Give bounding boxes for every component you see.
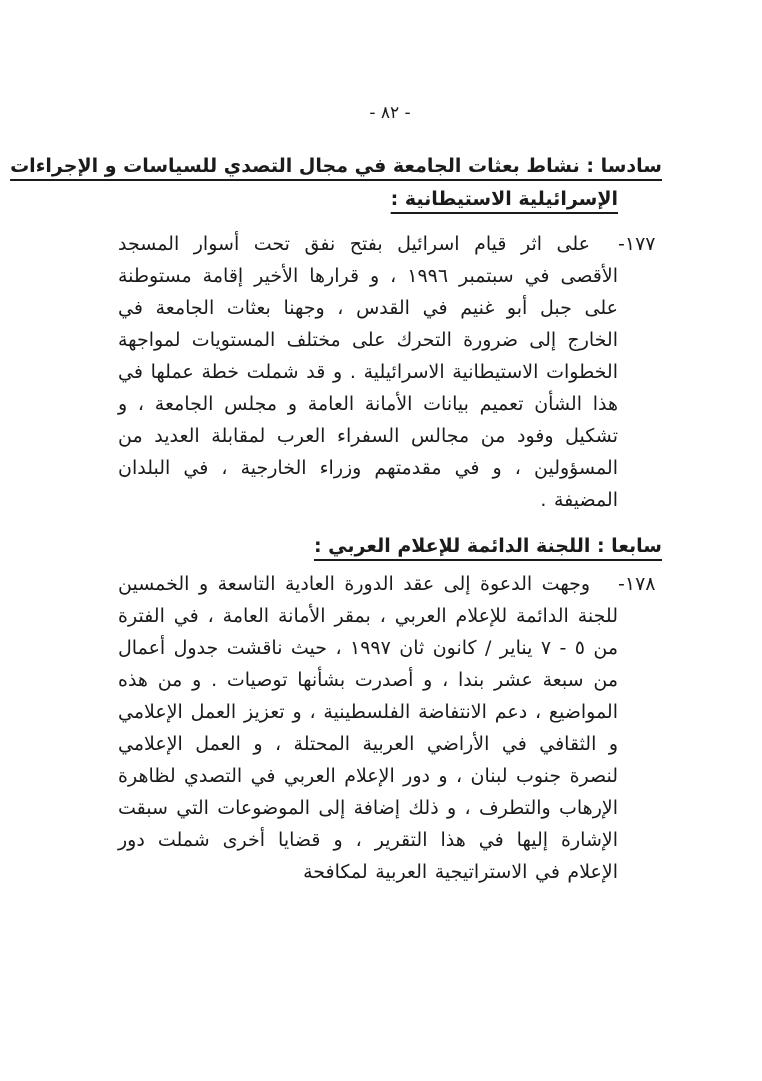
section-heading-missions — [10, 150, 662, 216]
paragraph-177 — [118, 228, 662, 516]
page-content — [10, 0, 662, 888]
section-heading-missions-line-1: سادسا : نشاط بعثات الجامعة في مجال التصدي للسياسات و الإجراءات — [10, 155, 662, 177]
paragraph-178 — [118, 568, 662, 888]
section-heading-missions-line-2: الإسرائيلية الاستيطانية : — [390, 188, 618, 210]
page-number: - ٨٢ - — [369, 103, 411, 123]
paragraph-178-number: ١٧٨- — [618, 573, 656, 595]
paragraph-177-text: على اثر قيام اسرائيل بفتح نفق تحت أسوار المسجد الأقصى في سبتمبر ١٩٩٦ ، و قرارها الأخير إقامة مستوطنة على جبل أبو غنيم في القدس ، وجهنا بعثات الجامعة في الخارج إلى ضرورة التحرك على مختلف المستويات لمواجهة الخطوات الاستيطانية الاسرائيلية . و قد شملت خطة عملها في هذا الشأن تعميم بيانات الأمانة العامة و مجلس الجامعة ، و تشكيل وفود من مجالس السفراء العرب لمقابلة العديد من المسؤولين ، و في مقدمتهم وزراء الخارجية ، في البلدان المضيفة . — [118, 233, 618, 511]
paragraph-178-text: وجهت الدعوة إلى عقد الدورة العادية التاسعة و الخمسين للجنة الدائمة للإعلام العربي ، بمقر الأمانة العامة ، في الفترة من ٥ - ٧ يناير / كانون ثان ١٩٩٧ ، حيث ناقشت جدول أعمال من سبعة عشر بندا ، و أصدرت بشأنها توصيات . و من هذه المواضيع ، دعم الانتفاضة الفلسطينية ، و تعزيز العمل الإعلامي و الثقافي في الأراضي العربية المحتلة ، و العمل الإعلامي لنصرة جنوب لبنان ، و دور الإعلام العربي في التصدي لظاهرة الإرهاب والتطرف ، و ذلك إضافة إلى الموضوعات التي سبقت الإشارة إليها في هذا التقرير ، و قضايا أخرى شملت دور الإعلام في الاستراتيجية العربية لمكافحة — [118, 573, 618, 883]
section-heading-arab-media-committee-line-1: سابعا : اللجنة الدائمة للإعلام العربي : — [313, 535, 662, 557]
paragraph-177-number: ١٧٧- — [618, 233, 656, 255]
section-heading-arab-media-committee — [118, 530, 662, 563]
